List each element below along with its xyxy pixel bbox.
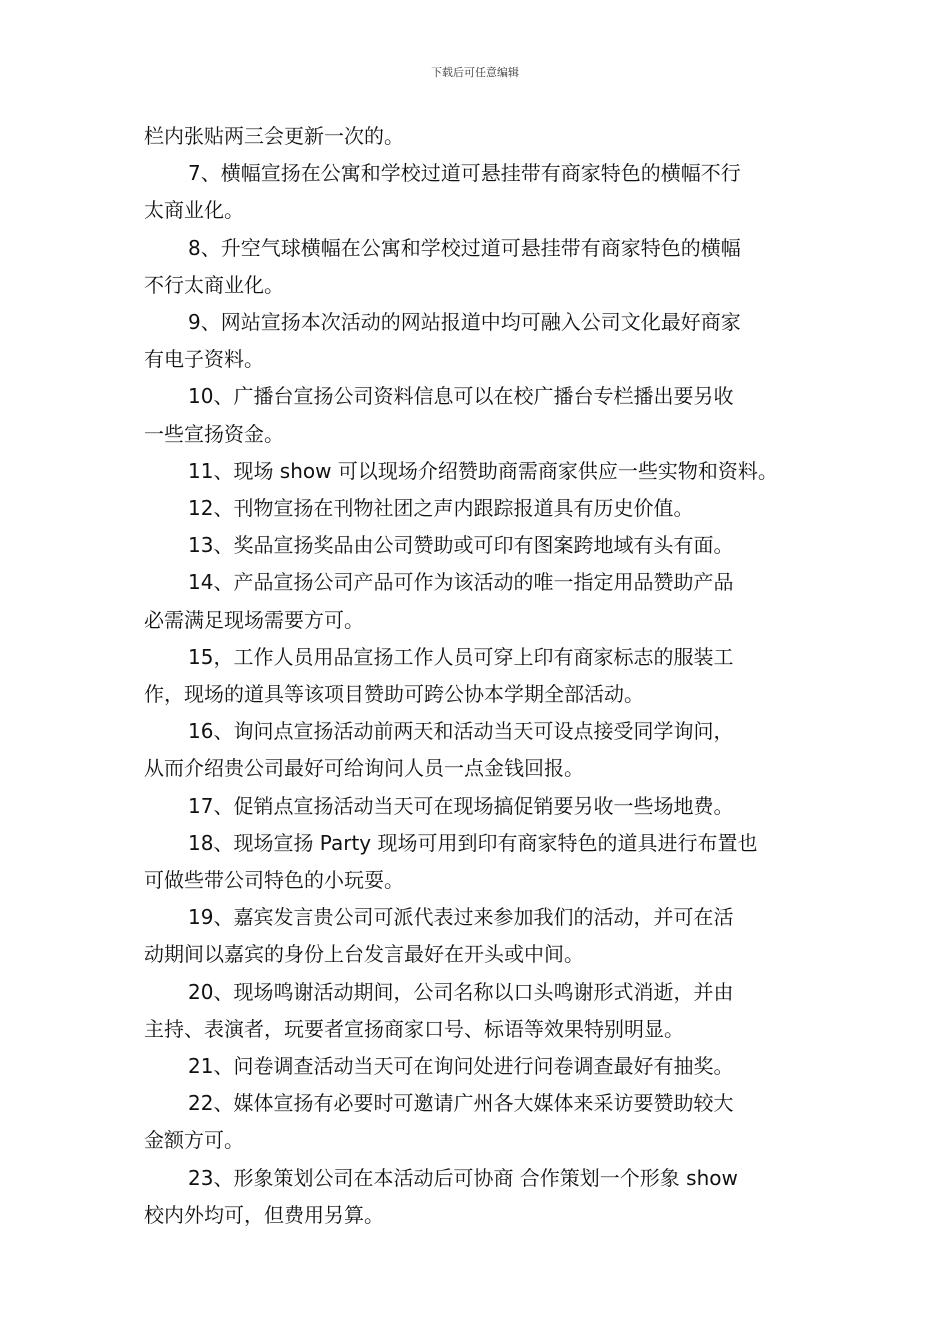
paragraph-line: 栏内张贴两三会更新一次的。 — [144, 124, 404, 148]
paragraph-line-indented: 23、形象策划公司在本活动后可协商 合作策划一个形象 show — [188, 1165, 738, 1190]
paragraph-line: 金额方可。 — [144, 1128, 244, 1153]
paragraph-line-indented: 18、现场宣扬 Party 现场可用到印有商家特色的道具进行布置也 — [188, 830, 758, 855]
paragraph-line: 动期间以嘉宾的身份上台发言最好在开头或中间。 — [144, 942, 584, 967]
paragraph-line-indented: 12、刊物宣扬在刊物社团之声内跟踪报道具有历史价值。 — [188, 496, 694, 521]
paragraph-line: 从而介绍贵公司最好可给询问人员一点金钱回报。 — [144, 756, 584, 781]
paragraph-line-indented: 8、升空气球横幅在公寓和学校过道可悬挂带有商家特色的横幅 — [188, 235, 741, 260]
paragraph-line: 必需满足现场需要方可。 — [144, 607, 364, 632]
document-body — [144, 118, 812, 1234]
paragraph-line-indented: 19、嘉宾发言贵公司可派代表过来参加我们的活动，并可在活 — [188, 905, 734, 930]
paragraph-line: 可做些带公司特色的小玩耍。 — [144, 868, 404, 893]
paragraph-line: 主持、表演者，玩要者宣扬商家口号、标语等效果特别明显。 — [144, 1016, 684, 1041]
paragraph-line-indented: 7、横幅宣扬在公寓和学校过道可悬挂带有商家特色的横幅不行 — [188, 161, 741, 186]
paragraph-line: 有电子资料。 — [144, 347, 264, 372]
paragraph-line-indented: 10、广播台宣扬公司资料信息可以在校广播台专栏播出要另收 — [188, 384, 734, 409]
page-header: 下载后可任意编辑 — [431, 66, 519, 79]
paragraph-line-indented: 20、现场鸣谢活动期间，公司名称以口头鸣谢形式消逝，并由 — [188, 979, 734, 1004]
paragraph-line-indented: 17、促销点宣扬活动当天可在现场搞促销要另收一些场地费。 — [188, 793, 734, 818]
paragraph-line: 不行太商业化。 — [144, 272, 284, 297]
paragraph-line: 作，现场的道具等该项目赞助可跨公协本学期全部活动。 — [144, 682, 644, 707]
paragraph-line: 校内外均可，但费用另算。 — [144, 1202, 384, 1227]
paragraph-line-indented: 15，工作人员用品宣扬工作人员可穿上印有商家标志的服装工 — [188, 644, 734, 669]
paragraph-line-indented: 21、问卷调查活动当天可在询问处进行问卷调查最好有抽奖。 — [188, 1054, 734, 1079]
paragraph-line-indented: 16、询问点宣扬活动前两天和活动当天可设点接受同学询问， — [188, 719, 734, 744]
paragraph-line-indented: 14、产品宣扬公司产品可作为该活动的唯一指定用品赞助产品 — [188, 570, 734, 595]
paragraph-line: 太商业化。 — [144, 198, 244, 223]
paragraph-line: 一些宣扬资金。 — [144, 421, 284, 446]
paragraph-line-indented: 11、现场 show 可以现场介绍赞助商需商家供应一些实物和资料。 — [188, 458, 778, 483]
paragraph-line-indented: 22、媒体宣扬有必要时可邀请广州各大媒体来采访要赞助较大 — [188, 1091, 734, 1116]
paragraph-line-indented: 13、奖品宣扬奖品由公司赞助或可印有图案跨地域有头有面。 — [188, 533, 734, 558]
paragraph-line-indented: 9、网站宣扬本次活动的网站报道中均可融入公司文化最好商家 — [188, 310, 741, 335]
